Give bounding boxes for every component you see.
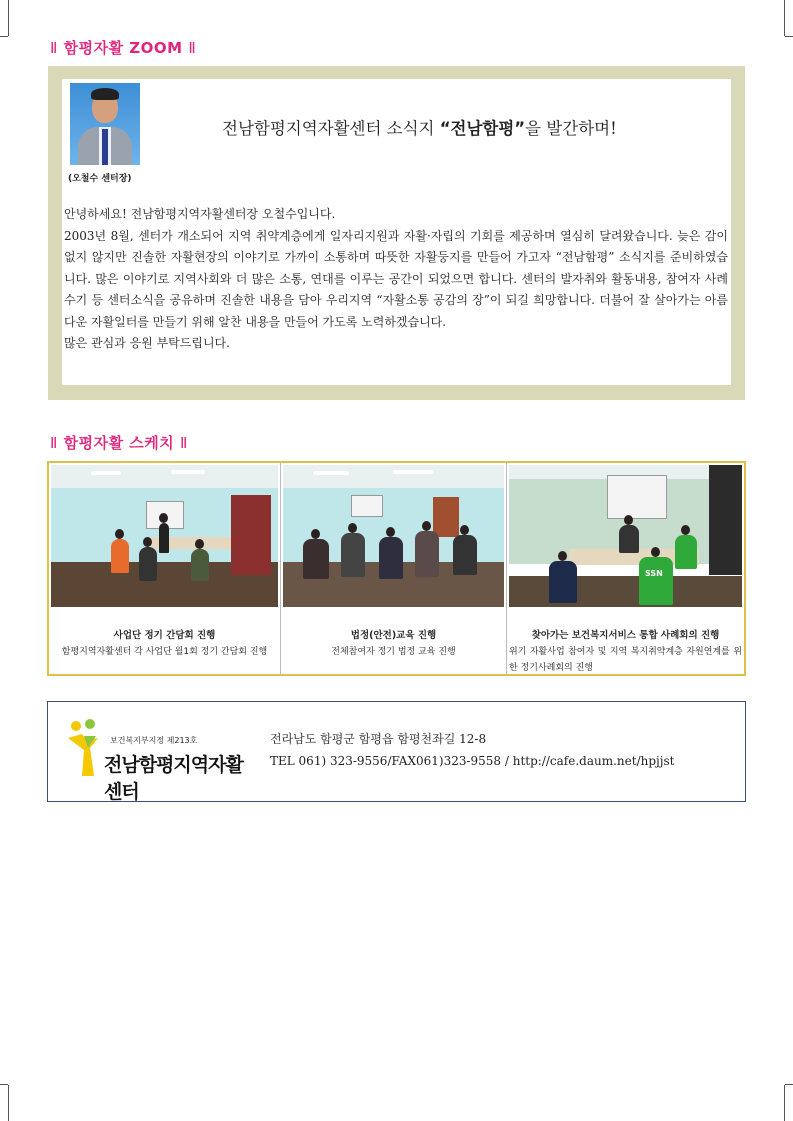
sketch-item — [507, 463, 744, 674]
sketch-item — [281, 463, 507, 674]
sketch-title: 법정(안전)교육 진행 — [350, 630, 437, 641]
headline-post: 을 발간하며! — [525, 119, 617, 138]
intro-content — [62, 79, 731, 385]
logo-mark-icon — [64, 718, 104, 782]
sketch-gallery — [47, 461, 746, 676]
portrait-caption: (오철수 센터장) — [68, 174, 132, 184]
section-title-text: 함평자활 스케치 — [63, 434, 175, 452]
crop-mark — [8, 0, 9, 36]
section-title-sketch — [50, 432, 188, 453]
intro-headline — [222, 115, 617, 139]
meeting-photo — [51, 465, 278, 607]
case-meeting-photo — [509, 465, 742, 607]
letter-paragraph: 많은 관심과 응원 부탁드립니다. — [64, 336, 230, 350]
sketch-desc: 위기 자활사업 참여자 및 지역 복지취약계층 자원연계를 위한 정기사례회의 진행 — [509, 647, 742, 673]
center-contact-box — [47, 701, 746, 802]
sketch-desc: 전체참여자 정기 법정 교육 진행 — [331, 647, 456, 657]
crop-mark — [785, 36, 793, 37]
title-bar-left: Ⅱ — [50, 39, 58, 57]
training-photo — [283, 465, 504, 607]
center-logo — [64, 718, 244, 803]
crop-mark — [784, 0, 785, 36]
sketch-title: 찾아가는 보건복지서비스 통합 사례회의 진행 — [531, 630, 720, 641]
sketch-desc: 함평지역자활센터 각 사업단 월1회 정기 간담회 진행 — [61, 647, 268, 657]
crop-mark — [8, 1085, 9, 1121]
center-address: 전라남도 함평군 함평읍 함평천좌길 12-8 — [270, 732, 487, 746]
crop-mark — [784, 1085, 785, 1121]
title-bar-right: Ⅱ — [180, 434, 188, 452]
sketch-item — [49, 463, 281, 674]
letter-paragraph: 2003년 8월, 센터가 개소되어 지역 취약계층에게 일자리지원과 자활·자립의 기회를 제공하며 열심히 달려왔습니다. 늦은 감이 없지 않지만 진솔한 자활현장의 이야기로 가까이 소통하며 따뜻한 자활둥지를 만들어 가고자 “전남함평” 소식지를 준비하였습니다. 많은 이야기로 지역사회와 더 많은 소통, 연대를 이루는 공간이 되었으면 합니다. 센터의 발자취와 활동내용, 참여자 사례수기 등 센터소식을 공유하며 진솔한 내용을 담아 우리지역 “자활소통 공감의 장”이 되길 희망합니다. 더불어 잘 살아가는 아름다운 자활일터를 만들기 위해 알찬 내용을 만들어 가도록 노력하겠습니다. — [64, 228, 728, 329]
sketch-title: 사업단 정기 간담회 진행 — [113, 630, 216, 641]
headline-newsletter-name: “전남함평” — [439, 119, 526, 138]
vest-text: SSN — [645, 569, 663, 578]
director-portrait — [70, 83, 140, 165]
crop-mark — [0, 1084, 8, 1085]
intro-letter — [64, 204, 728, 355]
logo-name: 전남함평지역자활센터 — [104, 754, 243, 803]
crop-mark — [785, 1084, 793, 1085]
title-bar-left: Ⅱ — [50, 434, 58, 452]
title-bar-right: Ⅱ — [188, 39, 197, 57]
section-title-text: 함평자활 ZOOM — [63, 39, 183, 57]
crop-mark — [0, 36, 8, 37]
letter-paragraph: 안녕하세요! 전남함평지역자활센터장 오철수입니다. — [64, 207, 336, 221]
center-contact: TEL 061) 323-9556/FAX061)323-9558 / http://cafe.daum.net/hpjjst — [270, 754, 675, 768]
intro-panel — [48, 66, 745, 400]
headline-pre: 전남함평지역자활센터 소식지 — [222, 119, 440, 138]
logo-subtitle: 보건복지부지정 제213호 — [110, 736, 198, 745]
section-title-zoom — [50, 37, 196, 58]
